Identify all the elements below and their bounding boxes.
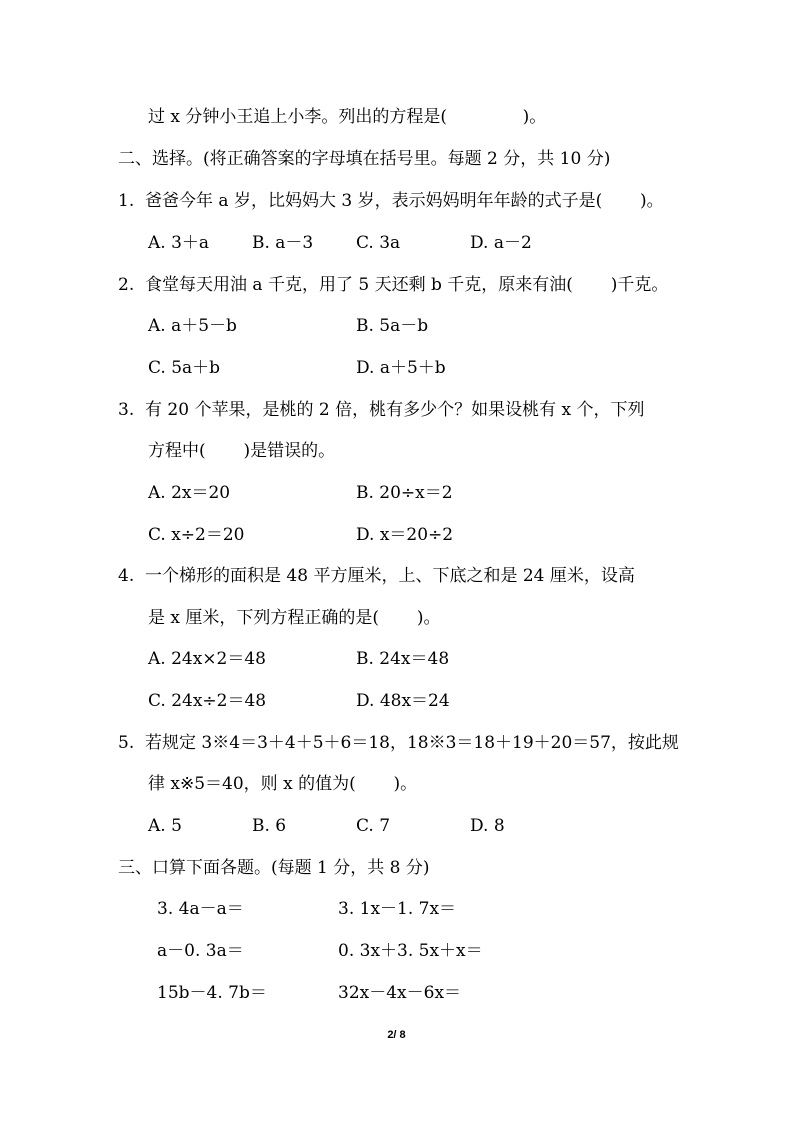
option-5a: A. 5 xyxy=(148,816,182,836)
mental-math-item: 15b－4. 7b＝ xyxy=(157,983,267,1003)
section-heading-choice: 二、选择。(将正确答案的字母填在括号里。每题 2 分，共 10 分) xyxy=(118,149,611,169)
question-continuation: 过 x 分钟小王追上小李。列出的方程是( )。 xyxy=(148,107,547,127)
option-3c: C. x÷2＝20 xyxy=(148,525,245,545)
option-4a: A. 24x×2＝48 xyxy=(148,649,266,669)
mental-math-item: 32x－4x－6x＝ xyxy=(338,983,462,1003)
option-4b: B. 24x＝48 xyxy=(356,649,450,669)
option-2b: B. 5a－b xyxy=(356,316,429,336)
option-3b: B. 20÷x＝2 xyxy=(356,483,453,503)
page-number: 2/ 8 xyxy=(387,1029,406,1041)
question-3-text-cont: 方程中( )是错误的。 xyxy=(148,441,336,461)
option-4d: D. 48x＝24 xyxy=(356,691,450,711)
question-5-text: 5. 若规定 3※4＝3＋4＋5＋6＝18，18※3＝18＋19＋20＝57，按此规 xyxy=(118,733,679,753)
option-3d: D. x＝20÷2 xyxy=(356,525,454,545)
section-heading-mental-math: 三、口算下面各题。(每题 1 分，共 8 分) xyxy=(118,858,430,878)
option-1d: D. a－2 xyxy=(470,233,532,253)
question-1-text: 1. 爸爸今年 a 岁，比妈妈大 3 岁，表示妈妈明年年龄的式子是( )。 xyxy=(118,191,664,211)
question-4-text: 4. 一个梯形的面积是 48 平方厘米，上、下底之和是 24 厘米，设高 xyxy=(118,566,635,586)
option-3a: A. 2x＝20 xyxy=(148,483,231,503)
option-1c: C. 3a xyxy=(356,233,401,253)
mental-math-item: 0. 3x＋3. 5x＋x＝ xyxy=(338,941,483,961)
option-2a: A. a＋5－b xyxy=(148,316,237,336)
option-1a: A. 3＋a xyxy=(148,233,210,253)
question-4-text-cont: 是 x 厘米，下列方程正确的是( )。 xyxy=(148,608,441,628)
option-5c: C. 7 xyxy=(356,816,391,836)
option-2c: C. 5a＋b xyxy=(148,358,221,378)
mental-math-item: a－0. 3a＝ xyxy=(157,941,244,961)
mental-math-item: 3. 4a－a＝ xyxy=(157,899,244,919)
option-2d: D. a＋5＋b xyxy=(356,358,446,378)
option-5b: B. 6 xyxy=(252,816,287,836)
mental-math-item: 3. 1x－1. 7x＝ xyxy=(338,899,457,919)
option-1b: B. a－3 xyxy=(252,233,314,253)
question-2-text: 2. 食堂每天用油 a 千克，用了 5 天还剩 b 千克，原来有油( )千克。 xyxy=(118,275,669,295)
question-5-text-cont: 律 x※5＝40，则 x 的值为( )。 xyxy=(148,774,418,794)
option-4c: C. 24x÷2＝48 xyxy=(148,691,267,711)
option-5d: D. 8 xyxy=(470,816,505,836)
question-3-text: 3. 有 20 个苹果，是桃的 2 倍，桃有多少个？如果设桃有 x 个，下列 xyxy=(118,400,645,420)
